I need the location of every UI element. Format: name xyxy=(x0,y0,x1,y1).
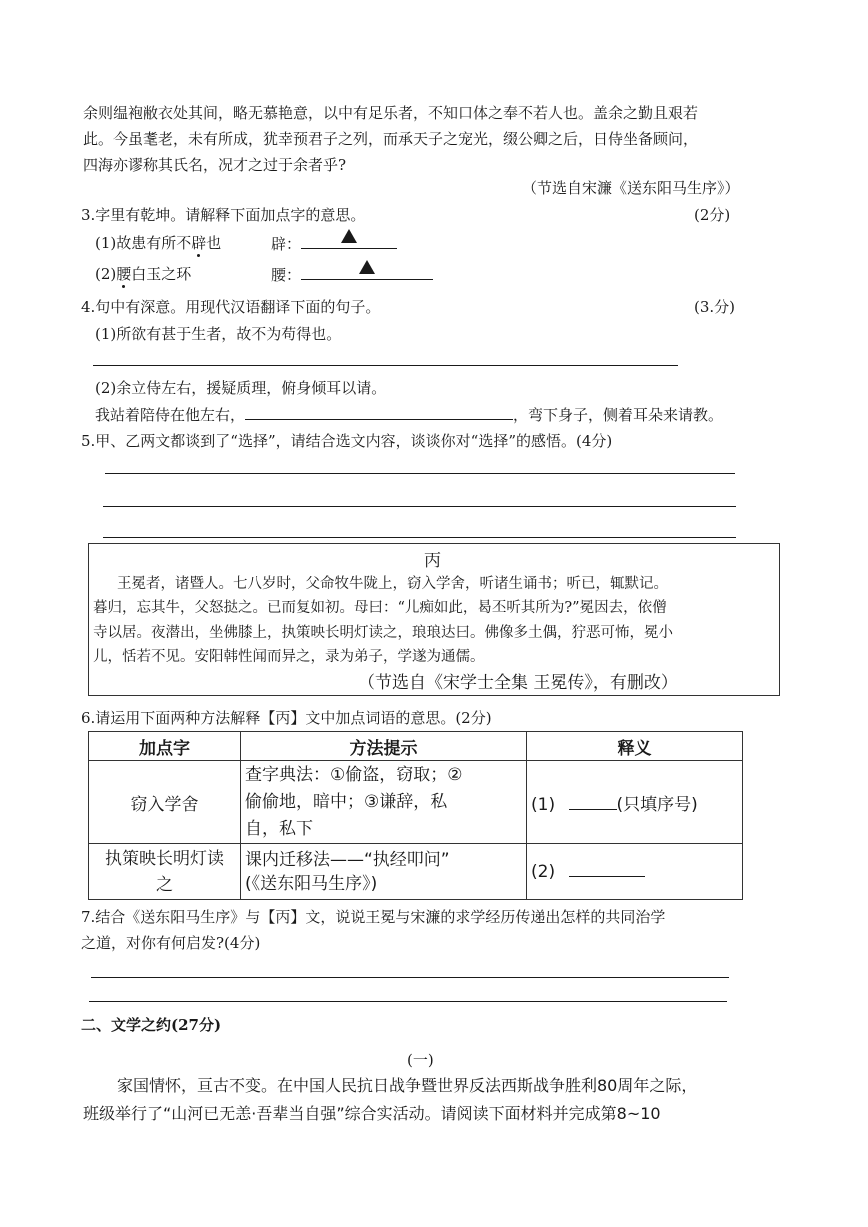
passage-bing-text-cont xyxy=(93,596,673,670)
q7-question: 7.结合《送东阳马生序》与【丙】文，说说王冕与宋濂的求学经历传递出怎样的共同治学 之道，对你有何启发?(4分) xyxy=(81,908,666,952)
table-row xyxy=(89,761,743,844)
q6-title: 6.请运用下面两种方法解释【丙】文中加点词语的意思。(2分) xyxy=(81,709,492,727)
answer-line[interactable] xyxy=(89,1001,727,1002)
passage-line: 王冕者，诸暨人。七八岁时，父命牧牛陇上，窃入学舍，听诸生诵书；听已，辄默记。 xyxy=(117,576,668,592)
q3-title: 3.字里有乾坤。请解释下面加点字的意思。 xyxy=(81,206,366,224)
table-cell-method: 查字典法：①偷盗，窃取；② 偷偷地，暗中；③谦辞，私 自，私下 xyxy=(241,761,527,844)
answer-blank[interactable] xyxy=(301,232,397,249)
passage-line: 寺以居。夜潜出，坐佛膝上，执策映长明灯读之，琅琅达曰。佛像多土偶，狞恶可怖，冕小 xyxy=(93,624,673,641)
passage-bing-text xyxy=(117,572,668,597)
answer-blank[interactable] xyxy=(569,862,645,877)
answer-label: 辟： xyxy=(271,235,302,253)
table-cell-word: 执策映长明灯读 之 xyxy=(89,844,241,900)
q3-answer-1 xyxy=(271,232,397,254)
table-cell-method: 课内迁移法——“执经叩问” (《送东阳马生序》) xyxy=(241,844,527,900)
passage-line: 暮归，忘其牛，父怒挞之。已而复如初。母曰：“儿痴如此，曷丕听其所为?”冕因去，依僧 xyxy=(93,600,667,616)
section-paragraph: 家国情怀，亘古不变。在中国人民抗日战争暨世界反法西斯战争胜利80周年之际， xyxy=(117,1076,698,1095)
passage-bing-heading: 丙 xyxy=(424,551,441,571)
q3-item-2: (2)腰白玉之环 xyxy=(95,265,192,283)
passage-end xyxy=(83,100,698,178)
answer-line[interactable] xyxy=(103,506,736,507)
section-paragraph-cont: 班级举行了“山河已无恙·吾辈当自强”综合实活动。请阅读下面材料并完成第8~10 xyxy=(83,1104,661,1123)
table-row xyxy=(89,844,743,900)
q6-table xyxy=(88,731,743,900)
answer-line[interactable] xyxy=(103,537,736,538)
table-cell-word: 窃入学舍 xyxy=(89,761,241,844)
table-header: 加点字 xyxy=(89,732,241,761)
table-cell-answer: (2) xyxy=(527,844,743,900)
dotted-char: 辟 xyxy=(191,234,207,252)
passage-line: 儿，恬若不见。安阳韩性闻而异之，录为弟子，学遂为通儒。 xyxy=(93,649,485,665)
section-subtitle: (一) xyxy=(407,1051,434,1069)
q4-translation: 我站着陪侍在他左右， ，弯下身子，侧着耳朵来请教。 xyxy=(95,406,724,424)
answer-line[interactable] xyxy=(93,365,678,366)
q3-item-1 xyxy=(95,232,221,253)
table-header: 释义 xyxy=(527,732,743,761)
triangle-marker-icon xyxy=(359,260,375,274)
section-title: 二、文学之约(27分) xyxy=(81,1016,222,1034)
q3-score: (2分) xyxy=(694,206,731,224)
answer-blank[interactable] xyxy=(569,795,617,810)
passage-bing-source: （节选自《宋学士全集 王冕传》，有删改） xyxy=(358,673,678,693)
q4-title: 4.句中有深意。用现代汉语翻译下面的句子。 xyxy=(81,298,381,316)
answer-blank[interactable] xyxy=(245,405,513,420)
triangle-marker-icon xyxy=(341,229,357,243)
passage-line: 四海亦谬称其氏名，况才之过于余者乎? xyxy=(83,156,347,174)
passage-line: 此。今虽耄老，未有所成，犹幸预君子之列，而承天子之宠光，缀公卿之后，日侍坐备顾问， xyxy=(83,130,699,148)
q3-answer-2 xyxy=(271,263,433,285)
q3-item-1-text: (1)故患有所不辟也 xyxy=(95,234,222,252)
answer-line[interactable] xyxy=(91,977,729,978)
answer-line[interactable] xyxy=(105,473,735,474)
table-cell-answer: (1) (只填序号) xyxy=(527,761,743,844)
table-header-row xyxy=(89,732,743,761)
passage-source: （节选自宋濂《送东阳马生序》） xyxy=(522,179,740,197)
q4-score: (3.分) xyxy=(694,298,736,316)
dotted-char: 腰 xyxy=(116,265,132,283)
answer-label: 腰： xyxy=(271,266,302,284)
q4-sentence-1: (1)所欲有甚于生者，故不为苟得也。 xyxy=(95,325,342,343)
q5-title: 5.甲、乙两文都谈到了“选择”，请结合选文内容，谈谈你对“选择”的感悟。(4分) xyxy=(81,432,613,450)
table-header: 方法提示 xyxy=(241,732,527,761)
q4-sentence-2: (2)余立侍左右，援疑质理，俯身倾耳以请。 xyxy=(95,379,387,397)
passage-line: 余则缊袍敝衣处其间，略无慕艳意，以中有足乐者，不知口体之奉不若人也。盖余之勤且艰若 xyxy=(83,104,699,122)
answer-blank[interactable] xyxy=(301,263,433,280)
